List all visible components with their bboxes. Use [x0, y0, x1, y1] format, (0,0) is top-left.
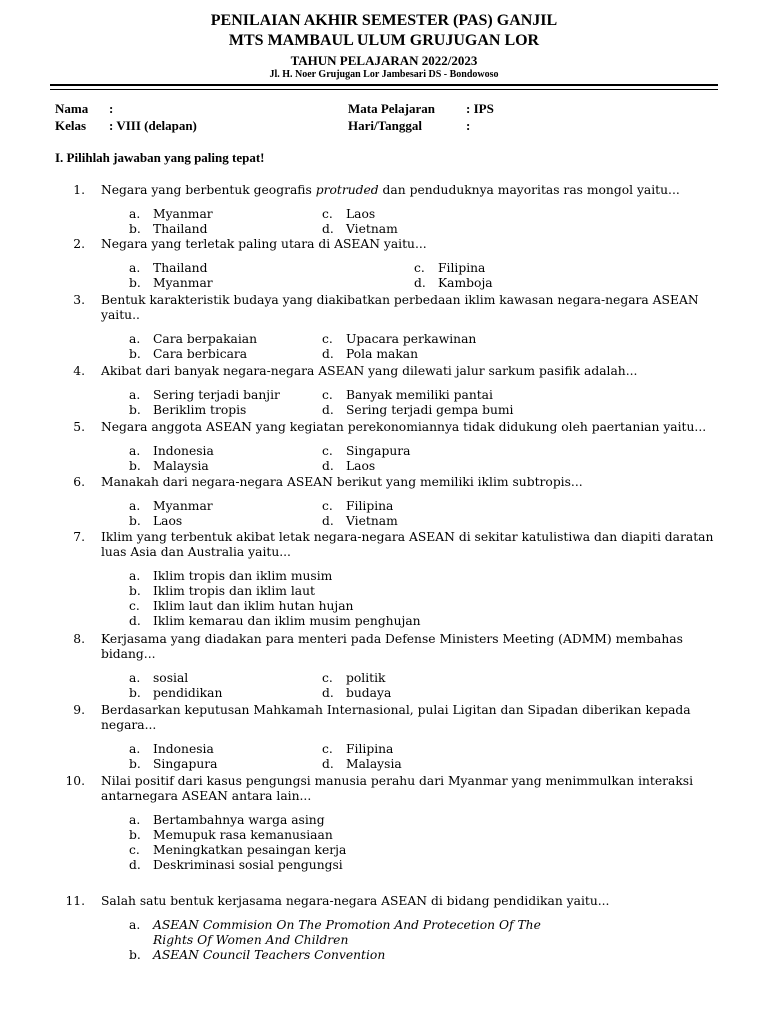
- option-letter: a.: [129, 569, 141, 583]
- option-text: Indonesia: [153, 742, 214, 756]
- answer-option: [129, 686, 222, 701]
- option-text: Cara berpakaian: [153, 332, 258, 346]
- option-text: politik: [346, 671, 386, 685]
- question-number: 4.: [73, 364, 85, 378]
- answer-option: [322, 499, 393, 514]
- answer-option: [129, 813, 325, 828]
- option-letter: c.: [322, 444, 333, 458]
- school-name: MTS MAMBAUL ULUM GRUJUGAN LOR: [228, 32, 540, 49]
- answer-option: [322, 388, 493, 403]
- option-text: Malaysia: [153, 459, 209, 473]
- option-letter: a.: [129, 742, 141, 756]
- question-text: Akibat dari banyak negara-negara ASEAN yang dilewati jalur sarkum pasifik adalah...: [101, 364, 638, 378]
- answer-option: [322, 671, 385, 686]
- option-letter: a.: [129, 918, 141, 932]
- option-letter: b.: [129, 347, 141, 361]
- option-text: Beriklim tropis: [153, 403, 247, 417]
- question-number: 5.: [73, 420, 85, 434]
- option-text: Filipina: [438, 261, 486, 275]
- mapel-label: Mata Pelajaran: [348, 101, 436, 116]
- answer-option: [129, 499, 213, 514]
- option-letter: d.: [322, 686, 334, 700]
- option-text: Meningkatkan pesaingan kerja: [153, 843, 347, 857]
- answer-option: [129, 261, 207, 276]
- option-text: Laos: [153, 514, 183, 528]
- option-letter: d.: [322, 514, 334, 528]
- answer-option: [129, 614, 421, 629]
- option-letter: c.: [322, 671, 333, 685]
- answer-option: [129, 757, 217, 772]
- exam-title: PENILAIAN AKHIR SEMESTER (PAS) GANJIL: [210, 12, 558, 29]
- option-text: Memupuk rasa kemanusiaan: [153, 828, 333, 842]
- option-text: Iklim tropis dan iklim laut: [153, 584, 315, 598]
- option-text: sosial: [153, 671, 189, 685]
- option-text: Indonesia: [153, 444, 214, 458]
- option-letter: d.: [322, 403, 334, 417]
- answer-option: [322, 403, 513, 418]
- kelas-label: Kelas: [55, 118, 87, 133]
- answer-option: [129, 918, 541, 933]
- question-number: 11.: [65, 894, 85, 908]
- option-letter: d.: [129, 858, 141, 872]
- answer-option: [129, 207, 213, 222]
- answer-option: [129, 222, 207, 237]
- option-text: pendidikan: [153, 686, 223, 700]
- option-letter: d.: [129, 614, 141, 628]
- option-text: Kamboja: [438, 276, 493, 290]
- option-text: Myanmar: [153, 499, 213, 513]
- option-text: Malaysia: [346, 757, 402, 771]
- header-rule-thin: [50, 89, 718, 90]
- option-letter: a.: [129, 332, 141, 346]
- section-instruction: I. Pilihlah jawaban yang paling tepat!: [55, 150, 265, 165]
- question-text: Negara yang terletak paling utara di ASEAN yaitu...: [101, 237, 427, 251]
- question-text: Bentuk karakteristik budaya yang diakibatkan perbedaan iklim kawasan negara-negara ASEAN yaitu..: [101, 293, 699, 322]
- question-text: Nilai positif dari kasus pengungsi manusia perahu dari Myanmar yang menimmulkan interaksi antarnegara ASEAN antara lain...: [101, 774, 694, 803]
- option-letter: d.: [414, 276, 426, 290]
- question-number: 9.: [73, 703, 85, 717]
- academic-year: TAHUN PELAJARAN 2022/2023: [290, 53, 478, 68]
- option-letter: c.: [129, 599, 140, 613]
- nama-value: :: [109, 101, 114, 116]
- option-letter: b.: [129, 459, 141, 473]
- option-letter: a.: [129, 499, 141, 513]
- answer-option: [414, 261, 485, 276]
- option-letter: d.: [322, 459, 334, 473]
- option-text: Banyak memiliki pantai: [346, 388, 493, 402]
- question-text: Salah satu bentuk kerjasama negara-negara ASEAN di bidang pendidikan yaitu...: [101, 894, 610, 908]
- question-number: 7.: [73, 530, 85, 544]
- answer-option: [129, 933, 348, 948]
- answer-option: [129, 332, 257, 347]
- option-text: Sering terjadi banjir: [153, 388, 280, 402]
- question-text-part: Negara yang berbentuk geografis: [101, 183, 316, 197]
- option-text: Cara berbicara: [153, 347, 248, 361]
- option-letter: d.: [322, 757, 334, 771]
- answer-option: [129, 828, 333, 843]
- answer-option: [129, 347, 247, 362]
- option-letter: c.: [322, 332, 333, 346]
- hari-label: Hari/Tanggal: [348, 118, 422, 133]
- option-letter: b.: [129, 757, 141, 771]
- option-text: Vietnam: [346, 514, 398, 528]
- answer-option: [322, 686, 391, 701]
- answer-option: [129, 858, 343, 873]
- answer-option: [322, 459, 375, 474]
- option-text: ASEAN Council Teachers Convention: [153, 948, 386, 962]
- option-letter: b.: [129, 403, 141, 417]
- option-text: Myanmar: [153, 276, 213, 290]
- option-text: Pola makan: [346, 347, 419, 361]
- question-number: 1.: [73, 183, 85, 197]
- option-text: Laos: [346, 459, 376, 473]
- option-text: Sering terjadi gempa bumi: [346, 403, 514, 417]
- option-letter: c.: [414, 261, 425, 275]
- option-text: Filipina: [346, 742, 394, 756]
- answer-option: [129, 459, 209, 474]
- answer-option: [322, 332, 476, 347]
- option-letter: b.: [129, 584, 141, 598]
- option-text: Iklim kemarau dan iklim musim penghujan: [153, 614, 421, 628]
- question-text: Manakah dari negara-negara ASEAN berikut yang memiliki iklim subtropis...: [101, 475, 583, 489]
- school-address: Jl. H. Noer Grujugan Lor Jambesari DS - Bondowoso: [269, 69, 499, 80]
- option-letter: d.: [322, 222, 334, 236]
- question-number: 8.: [73, 632, 85, 646]
- option-letter: b.: [129, 948, 141, 962]
- option-letter: a.: [129, 813, 141, 827]
- option-letter: a.: [129, 671, 141, 685]
- option-letter: b.: [129, 276, 141, 290]
- question-text: Negara anggota ASEAN yang kegiatan perekonomiannya tidak didukung oleh paertanian yaitu...: [101, 420, 707, 434]
- question-number: 6.: [73, 475, 85, 489]
- question-number: 3.: [73, 293, 85, 307]
- question-text: Berdasarkan keputusan Mahkamah Internasional, pulai Ligitan dan Sipadan diberikan kepada negara...: [101, 703, 691, 732]
- option-text: Iklim laut dan iklim hutan hujan: [153, 599, 354, 613]
- option-text: Thailand: [153, 222, 208, 236]
- option-text: Bertambahnya warga asing: [153, 813, 325, 827]
- option-text: Myanmar: [153, 207, 213, 221]
- option-text: Deskriminasi sosial pengungsi: [153, 858, 343, 872]
- option-text: Thailand: [153, 261, 208, 275]
- answer-option: [129, 584, 315, 599]
- answer-option: [322, 347, 418, 362]
- answer-option: [322, 757, 402, 772]
- option-text: Filipina: [346, 499, 394, 513]
- answer-option: [129, 599, 353, 614]
- option-text: Rights Of Women And Children: [153, 933, 349, 947]
- option-text: Vietnam: [346, 222, 398, 236]
- hari-value: :: [466, 118, 471, 133]
- question-text: Iklim yang terbentuk akibat letak negara-negara ASEAN di sekitar katulistiwa dan diapiti daratan luas Asia dan Australia yaitu...: [101, 530, 714, 559]
- question-text: [101, 183, 721, 198]
- question-text: Kerjasama yang diadakan para menteri pada Defense Ministers Meeting (ADMM) membahas bidang...: [101, 632, 683, 661]
- option-letter: c.: [129, 843, 140, 857]
- option-letter: c.: [322, 742, 333, 756]
- answer-option: [322, 444, 410, 459]
- nama-label: Nama: [55, 101, 89, 116]
- answer-option: [129, 514, 182, 529]
- answer-option: [129, 388, 280, 403]
- question-text-italic: protruded: [315, 183, 379, 197]
- question-number: 10.: [65, 774, 85, 788]
- answer-option: [322, 742, 393, 757]
- option-text: Upacara perkawinan: [346, 332, 477, 346]
- option-letter: a.: [129, 444, 141, 458]
- answer-option: [414, 276, 493, 291]
- option-letter: c.: [322, 499, 333, 513]
- answer-option: [129, 671, 188, 686]
- answer-option: [129, 403, 246, 418]
- answer-option: [129, 843, 346, 858]
- answer-option: [322, 514, 398, 529]
- question-number: 2.: [73, 237, 85, 251]
- answer-option: [129, 444, 214, 459]
- answer-option: [322, 222, 398, 237]
- header-rule-thick: [50, 84, 718, 86]
- answer-option: [129, 276, 213, 291]
- option-letter: b.: [129, 514, 141, 528]
- question-text-part: dan penduduknya mayoritas ras mongol yaitu...: [378, 183, 680, 197]
- option-letter: b.: [129, 222, 141, 236]
- option-text: Laos: [346, 207, 376, 221]
- option-text: budaya: [346, 686, 392, 700]
- option-text: Singapura: [346, 444, 411, 458]
- option-letter: a.: [129, 388, 141, 402]
- answer-option: [129, 948, 385, 963]
- answer-option: [129, 742, 214, 757]
- option-letter: c.: [322, 207, 333, 221]
- option-letter: a.: [129, 207, 141, 221]
- kelas-value: : VIII (delapan): [109, 118, 197, 133]
- answer-option: [129, 569, 332, 584]
- option-text: ASEAN Commision On The Promotion And Protecetion Of The: [153, 918, 541, 932]
- option-text: Iklim tropis dan iklim musim: [153, 569, 333, 583]
- answer-option: [322, 207, 375, 222]
- option-letter: b.: [129, 828, 141, 842]
- option-letter: c.: [322, 388, 333, 402]
- option-letter: b.: [129, 686, 141, 700]
- mapel-value: : IPS: [466, 101, 494, 116]
- option-letter: a.: [129, 261, 141, 275]
- option-letter: d.: [322, 347, 334, 361]
- option-text: Singapura: [153, 757, 218, 771]
